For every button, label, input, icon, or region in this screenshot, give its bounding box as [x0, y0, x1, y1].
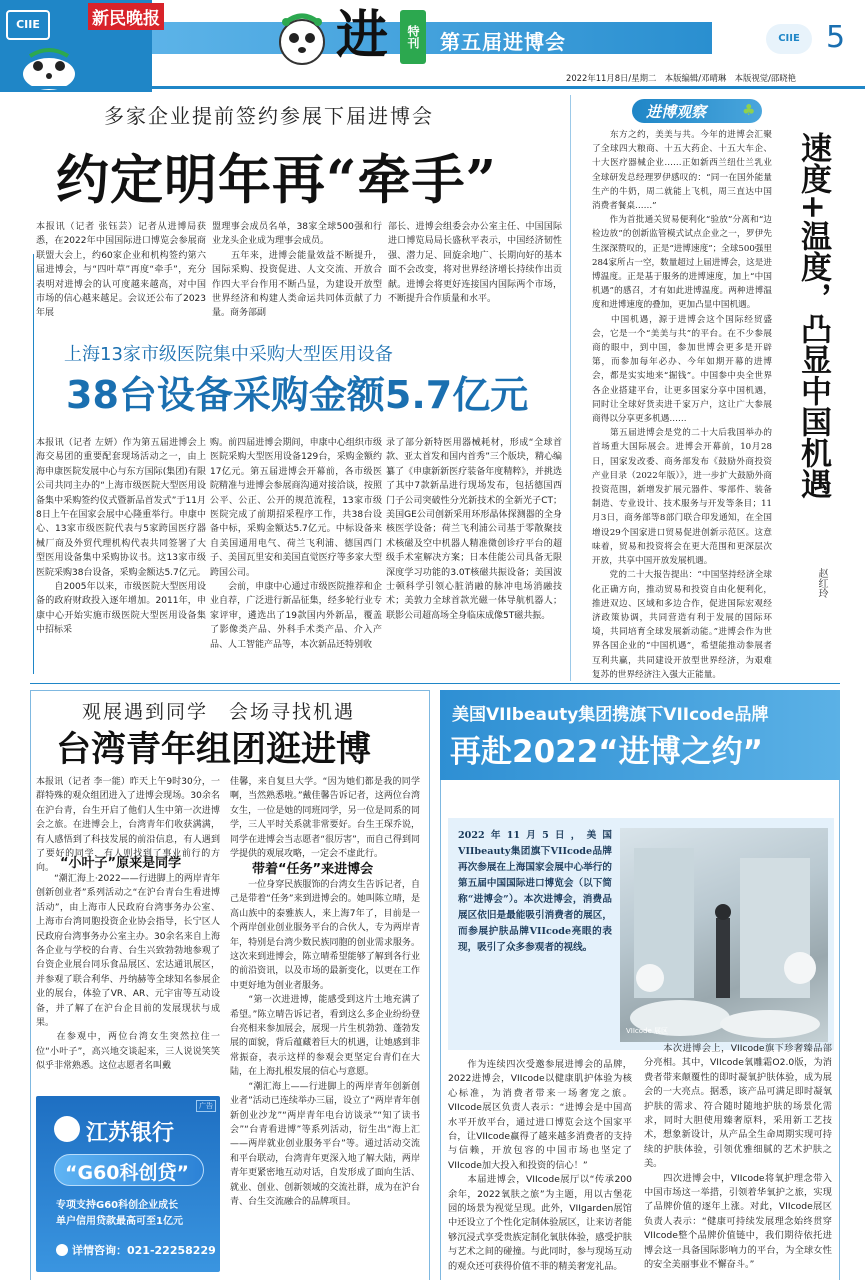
mascot-icon	[12, 44, 86, 90]
section-divider	[30, 683, 840, 684]
article3-kicker: 观展遇到同学 会场寻找机遇	[82, 701, 356, 723]
article3-col2b: 一位身穿民族服饰的台湾女生告诉记者，自己是带着“任务”来到进博会的。她叫陈立晴，是高山族中的泰雅族人，来上海7年了，目前是一个两岸创业创业服务平台的合伙人，专为两岸青年，特别是台湾少数民族同胞的创业需求服务。这次来到进博会，陈立晴希望能够了解到各行业的前沿资讯，以及市场的最新变化，以更在工作中更好地为创业者服务。 “第一次进进博，能感受到这片土地充满了希望。”陈立晴告诉记者，看到这么多企业纷纷登台亮相来参加展会，展现一片生机勃勃、蓬勃发展的面貌，背后蕴藏着巨大的机遇，让她感到非常振奋，表示这样的参观会更坚定台青们在大陆，在上海扎根发展的信心与意愿。 “潮汇海上——行进脚上的两岸青年创新创业者”活动已连续举办三届，设立了“两岸青年创新创业沙龙”“两岸青年电台访谈录”“知了读书会”“台青看进博”等系列活动，衍生出“海上汇——两岸就业创业服务平台”等。通过活动交流和平台联动，台湾青年更深入地了解大陆，两岸青年更紧密地互动对话，自发形成了面向生活、就业、创业、创新领域的交流社群，成为在沪台青、台生交流融合的品牌项目。	[230, 880, 420, 1207]
series-title: 第五届进博会	[440, 30, 566, 54]
lead-text: 2022年11月5日，美国VIIbeauty集团旗下VIIcode品牌再次参展在上海国家会展中心举行的第五届中国国际进口博览会（以下简称“进博会”）。本次进博会，消费品展区依旧是最能吸引消费者的展区，而参展护肤品牌VIIcode亮眼的表现，吸引了众多参观者的视线。	[458, 830, 612, 953]
bank-logo-icon	[54, 1116, 80, 1142]
column-title: 速度+温度，凸显中国机遇	[795, 132, 831, 499]
ad-line1: 专项支持G60科创企业成长	[56, 1200, 179, 1211]
article2-col2: 购。前四届进博会期间，申康中心组织市级医院采购大型医用设备129台，采购金额约17亿元。第五届进博会开幕前，各市级医院精准与进博会参展商沟通对接洽谈，按照公平、公正、公开的规范流程，13家市级医院完成了前期招采程序工作，共38台设备中标，采购金额达5.7亿元。中标设备来自美国通用电气、荷兰飞利浦、德国西门子、美国瓦里安和美国直觉医疗等多家大型跨国公司。 会前，申康中心通过市级医院推荐和企业自荐，广泛进行新品征集，经多轮行业专家评审，遴选出了19款国内外新品，覆盖了影像类产品、外科手术类产品、介入产品、人工智能产品等，本次新品还特别收	[210, 438, 382, 650]
photo-caption: VIIcode 展区	[626, 1027, 669, 1035]
bank-ad[interactable]	[36, 1096, 220, 1272]
ad-tag: 广告	[196, 1100, 216, 1112]
ad-product-text: “G60科创贷”	[65, 1162, 190, 1184]
special-issue-tag: 特刊	[400, 10, 426, 64]
article1-headline: 约定明年再“牵手”	[56, 149, 497, 211]
ad-hotline: 详情咨询：021-22258229	[72, 1244, 216, 1257]
ad-line2: 单户信用贷款最高可至1亿元	[56, 1216, 183, 1227]
article3-sub1: “小叶子”原来是同学	[60, 856, 182, 871]
article3-sub2: 带着“任务”来进博会	[252, 862, 374, 877]
column-label-text: 进博观察	[646, 103, 707, 121]
article2-headline: 38台设备采购金额5.7亿元	[66, 373, 529, 417]
column-frame	[570, 95, 571, 681]
masthead-band	[152, 22, 712, 54]
clover-icon: ♣	[742, 101, 756, 119]
column-label	[632, 99, 762, 123]
ciie-logo-right: CIIE	[766, 24, 812, 54]
divider-left-top	[33, 254, 34, 674]
masthead	[0, 0, 865, 92]
article1-kicker: 多家企业提前签约参展下届进博会	[104, 104, 434, 128]
jin-character: 进	[336, 5, 389, 66]
mascot-panda-icon	[272, 10, 332, 70]
article4-headline2: 再赴2022“进博之约”	[450, 734, 764, 770]
article4-col1: 作为连续四次受邀参展进博会的品牌，2022进博会，VIIcode以健康肌护体验为核心标准，为消费者带来一场奢宠之旅。VIIcode展区负责人表示：“进博会是中国高水平开放平台，通过进口博览会这个国家平台，让VIIcode赢得了越来越多消费者的支持与信赖，开放包容的中国市场也坚定了VIIcode加大投入和投资的信心！” 本届进博会，VIIcode展厅以“传承200余年，2022氧肤之旅”为主题，用以古堡花园的场景为视觉呈现。此外，VIIgarden展馆中还设立了个性化定制体验展区，让来访者能够沉浸式享受贵族定制化氧肤体验，感受护肤与艺术之间的碰撞。与此同时，参与现场互动的观众还可获得价值不菲的精美奢宠礼品。	[448, 1059, 632, 1272]
ciie-logo: CIIE	[6, 10, 50, 40]
article3-headline: 台湾青年组团逛进博	[56, 730, 372, 770]
article2-col3: 录了部分新特医用器械耗材，形成“全球首款、亚太首发和国内首秀”三个版块，精心编纂了《申康新新医疗装备年度精粹》，并挑选了其中7款新品进行现场发布，包括德国西门子公司突破性分光新技术的全新光子CT；美国GE公司创新采用环形晶体探测器的全身核医学设备；荷兰飞利浦公司基于零散聚技术核磁及空中机器人精准微创诊疗平台的超级手术室解决方案；日本佳能公司具备无限深度学习功能的3.0T核磁共振设备；美国波士顿科学引领心脏消融的脉冲电场消融技术；美敦力全球首款光磁一体导航机器人；联影公司超高场全身临床成像5T磁共振。	[386, 438, 562, 621]
article2-col1: 本报讯（记者 左妍）作为第五届进博会上海交易团的重要配套现场活动之一，由上海申康医院发展中心与东方国际(集团)有限公司共同主办的“上海市级医院大型医用设备集中采购签约仪式暨新品首发式”于11月8日上午在国家会展中心隆重举行。申康中心、13家市级医院代表与5家跨国医疗器械厂商及外贸代理机构代表共同签署了大型医用设备集中采购协议书。这13家市级医院采购38台设备，采购金额达5.7亿元。 自2005年以来，市级医院大型医用设备的政府财政投入逐年增加。2011年，申康中心开始实施市级医院大型医用设备集中招标采	[36, 438, 206, 636]
article2-kicker: 上海13家市级医院集中采购大型医用设备	[64, 344, 393, 365]
masthead-paper-logo: 新民晚报	[88, 3, 164, 30]
column-author: 赵红玲	[816, 568, 827, 598]
article3-col1b: “潮汇海上·2022——行进脚上的两岸青年创新创业者”系列活动之“在沪台青台生看进博活动”，由上海市人民政府台湾事务办公室、上海市台湾同胞投资企业协会指导，长宁区人民政府台湾事务办公室主办。30余名来自上海各企业与学校的台青、台生兴致勃勃地参观了台资企业展台同乐食品展区、宏达通讯展区，并参观了联合利华、丹纳赫等全球知名参展企业的展台，体验了VR、AR、元宇宙等互动设备，并了解了在沪台企目前的发展现状与成果。 在参观中，两位台湾女生突然拉住一位“小叶子”，高兴地交谈起来，三人说说笑笑似乎非常熟悉。这位志愿者名叫戴	[36, 874, 220, 1072]
article4-header	[440, 690, 840, 780]
column-body: 东方之约，美美与共。今年的进博会汇聚了全球四大粮商、十五大药企、十五大车企、十大医疗器械企业……正如新西兰纽仕兰乳业全球研发总经理罗伊感叹的：“同一在国外能量生产的牛奶，周二就能上飞机，周三直达中国消费者餐桌……” 作为首批通关贸易便利化“验放”分离和“边检边放”的创新监管模式试点企业之一，罗伊先生深深赞叹的，正是“进博速度”；全球500强里284家所占一空，数量超过上届进博会，这是进博温度。正是基于服务的进博速度，加上“中国机遇”的感召，才有如此进博温度。两种进博温度和进博速度的叠加，更加凸显中国机遇。 中国机遇，源于进博会这个国际经贸盛会，它是一个“美美与共”的平台。在不少参展商的眼中，到中国，参加世博会更多是开辟第，而参加每年必办、今年如期开幕的进博会，都是实实地来“掘钱”。中国参中央全世界各企业搭建平台，让更多国家分享中国机遇，同时让全球好货卖进千家万户，这让广大参展商得以分享更多机遇…… 第五届进博会是党的二十大后我国举办的首场重大国际展会。进博会开幕前，10月28日，国家发改委、商务部发布《鼓励外商投资产业目录（2022年版）》，进一步扩大鼓励外商投资范围，新增发扩展元器件、零部件、装备制造、专业设计、技术服务与开发等条目；11月3日，商务部等8部门联合印发通知，在全国增设29个国家进口贸易促进创新示范区。这意味着，贸易和投资将会在更大范围和更深层次开放，共享中国开放发展机遇。 党的二十大报告提出：“中国坚持经济全球化正确方向，推动贸易和投资自由化便利化，推进双边、区域和多边合作，促进国际宏观经济政策协调，共同营造有利于发展的国际环境，共同培育全球发展新动能。”进博会作为世界各国企业的“中国机遇”，希望能推动参展者互利共赢，共同建设开放型世界经济，为艰难复苏的世界经济注入强大正能量。	[592, 130, 772, 680]
article3-col1a: 本报讯（记者 李一能）昨天上午9时30分，一群特殊的观众组团进入了进博会现场。30余名在沪台青，台生开启了他们人生中第一次进博会之旅。在进博会上，台湾青年们收获满满，有人感悟到了科技发展的前沿信息，有人遇到了要好的同学，有人则找到了事业前行的方向。	[36, 777, 220, 874]
ad-bank-name: 江苏银行	[86, 1121, 175, 1146]
article1-col1: 本报讯（记者 张钰芸）记者从进博局获悉，在2022年中国国际进口博览会参展商联盟大会上，约60家企业和机构签约第六届进博会，与“四叶草”再度“牵手”，充分表明对进博会的认可度越来越高，对中国市场的信心越来越足。会议还公布了2023年展	[36, 222, 206, 319]
article1-col2: 盟理事会成员名单，38家全球500强和行业龙头企业成为理事会成员。 五年来，进博会能量效益不断提升，国际采购、投资促进、人文交流、开放合作四大平台作用不断凸显，为建设开放型世界经济和构建人类命运共同体贡献了力量。商务部副	[212, 222, 382, 319]
ad-product	[54, 1154, 204, 1186]
booth-photo	[620, 828, 828, 1042]
article4-col2: 本次进博会上，VIIcode旗下珍奢臻品部分亮相。其中，VIIcode氧雕霜O2.0版，为消费者带来颠覆性的即时凝氧护肤体验，成为展会的一大亮点。据悉，该产品可满足即时凝氧护肤的需求、符合随时随地护肤的场景化需求，同时大胆使用臻奢原料，采用新工艺技术，想象新设计，从产品全生命周期实现可持续的护肤体验，引领优雅细腻的艺术护肤之美。 四次进博会中，VIIcode将氧护理念带入中国市场这一举措，引领着华氧护之旅，实现了品牌价值的逐年上涨。对此，VIIcode展区负责人表示：“健康可持续发展理念始终贯穿VIIcode整个品牌价值链中，我们期待依托进博会这一具备国际影响力的平台，为全球女性的安全美丽事业不懈奋斗。”	[644, 1043, 832, 1271]
article4-headline1: 美国VIIbeauty集团携旗下VIIcode品牌	[452, 705, 769, 725]
masthead-rule	[0, 86, 865, 89]
photo-scene	[620, 828, 828, 1042]
article1-col3: 部长、进博会组委会办公室主任、中国国际进口博览局局长盛秋平表示，中国经济韧性强、潜力足、回旋余地广、长期向好的基本面不会改变，将对世界经济增长持续作出贡献。进博会将更好连接国内国际两个市场，不断提升合作质量和水平。	[388, 222, 562, 305]
date-line: 2022年11月8日/星期二 本版编辑/邓晴琳 本版视觉/邵晓艳	[566, 73, 797, 83]
article3-col2a: 佳馨，来自复旦大学。“因为她们都是我的同学啊，当然熟悉啦。”戴佳馨告诉记者，这两位台湾女生，一位是她的同班同学，另一位是同系的同学，三人平时关系就非常要好。台生王琛乔说，同学在进博会当志愿者“很厉害”，而自己得到同学提供的观展攻略，一定会不虚此行。	[230, 777, 420, 860]
page-number: 5	[826, 20, 846, 55]
phone-icon	[56, 1244, 68, 1256]
